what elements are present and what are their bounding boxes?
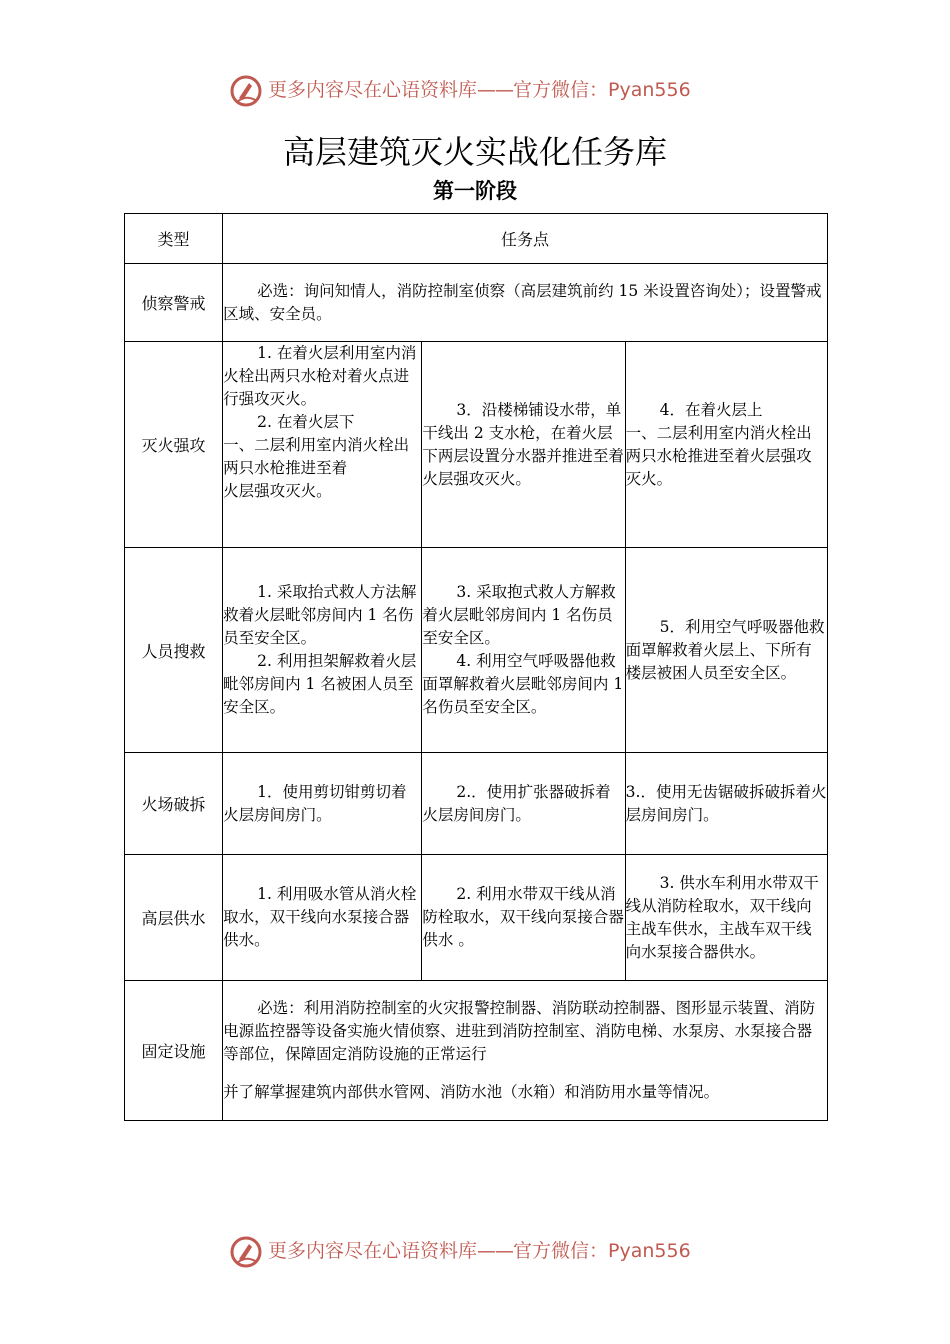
water-task-b: 2. 利用水带双干线从消防栓取水，双干线向泵接合器供水 。	[422, 855, 625, 981]
table-row	[125, 753, 828, 855]
recon-tasks: 必选：询问知情人，消防控制室侦察（高层建筑前约 15 米设置咨询处）；设置警戒区域、安全员。	[223, 264, 828, 342]
table-row	[125, 981, 828, 1121]
row-type-breach: 火场破拆	[125, 753, 223, 855]
breach-task-c: 3.．使用无齿锯破拆破拆着火层房间房门。	[625, 753, 827, 855]
page-title: 高层建筑灭火实战化任务库	[282, 133, 667, 171]
table-row	[125, 548, 828, 753]
row-type-recon: 侦察警戒	[125, 264, 223, 342]
attack-task-a: 1. 在着火层利用室内消火栓出两只水枪对着火点进行强攻灭火。 2. 在着火层下 一、二层利用室内消火栓出两只水枪推进至着 火层强攻灭火。	[223, 342, 422, 548]
table-row	[125, 855, 828, 981]
page-subtitle: 第一阶段	[433, 179, 517, 203]
brand-logo-icon	[229, 1235, 263, 1269]
table-row	[125, 264, 828, 342]
rescue-task-a: 1. 采取抬式救人方法解救着火层毗邻房间内 1 名伤员至安全区。 2. 利用担架解救着火层毗邻房间内 1 名被困人员至安全区。	[223, 548, 422, 753]
row-type-water: 高层供水	[125, 855, 223, 981]
rescue-task-c: 5．利用空气呼吸器他救面罩解救着火层上、下所有楼层被困人员至安全区。	[625, 548, 827, 753]
table-header-row	[125, 214, 828, 264]
banner-text: 更多内容尽在心语资料库——官方微信：Pyan556	[268, 79, 691, 101]
header-tasks: 任务点	[223, 214, 828, 264]
header-banner	[0, 74, 950, 108]
row-type-fixed: 固定设施	[125, 981, 223, 1121]
brand-logo-icon	[229, 74, 263, 108]
water-task-a: 1. 利用吸水管从消火栓取水，双干线向水泵接合器供水。	[223, 855, 422, 981]
row-type-rescue: 人员搜救	[125, 548, 223, 753]
attack-task-b: 3．沿楼梯铺设水带，单干线出 2 支水枪，在着火层下两层设置分水器并推进至着火层强攻灭火。	[422, 342, 625, 548]
breach-task-b: 2.．使用扩张器破拆着火层房间房门。	[422, 753, 625, 855]
water-task-c: 3. 供水车利用水带双干线从消防栓取水，双干线向主战车供水，主战车双干线向水泵接合器供水。	[625, 855, 827, 981]
rescue-task-b: 3. 采取抱式救人方解救着火层毗邻房间内 1 名伤员至安全区。 4. 利用空气呼吸器他救面罩解救着火层毗邻房间内 1 名伤员至安全区。	[422, 548, 625, 753]
fixed-tasks: 必选：利用消防控制室的火灾报警控制器、消防联动控制器、图形显示装置、消防电源监控器等设备实施火情侦察、进驻到消防控制室、消防电梯、水泵房、水泵接合器等部位，保障固定消防设施的正常运行 并了解掌握建筑内部供水管网、消防水池（水箱）和消防用水量等情况。	[223, 981, 828, 1121]
task-table	[124, 213, 828, 1121]
header-type: 类型	[125, 214, 223, 264]
row-type-attack: 灭火强攻	[125, 342, 223, 548]
attack-task-c: 4．在着火层上 一、二层利用室内消火栓出两只水枪推进至着火层强攻灭火。	[625, 342, 827, 548]
table-row	[125, 342, 828, 548]
footer-banner	[0, 1235, 950, 1269]
breach-task-a: 1．使用剪切钳剪切着火层房间房门。	[223, 753, 422, 855]
banner-text: 更多内容尽在心语资料库——官方微信：Pyan556	[268, 1240, 691, 1262]
